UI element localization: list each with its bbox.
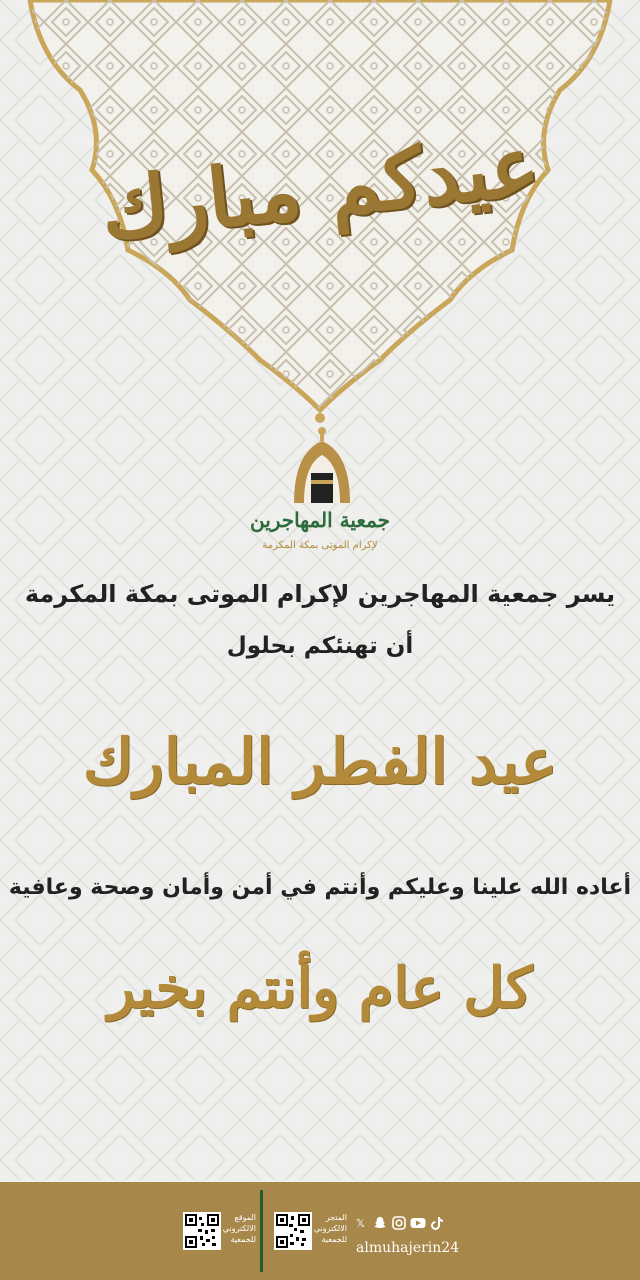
kaaba-dome-logo: [290, 425, 354, 507]
youtube-icon[interactable]: [410, 1216, 425, 1231]
social-handle[interactable]: almuhajerin24: [356, 1240, 460, 1256]
snapchat-icon[interactable]: [372, 1216, 387, 1231]
footer-divider: [260, 1190, 263, 1272]
x-icon[interactable]: 𝕏: [356, 1217, 365, 1230]
instagram-icon[interactable]: [391, 1216, 406, 1231]
greeting-line-3: أعاده الله علينا وعليكم وأنتم في أمن وأمان وصحة وعافية: [8, 875, 632, 900]
eid-calligraphy: عيد الفطر المبارك: [82, 725, 558, 798]
footer-bar: [0, 1182, 640, 1280]
greeting-line-2: أن تهنئكم بحلول: [226, 633, 414, 659]
tiktok-icon[interactable]: [429, 1216, 444, 1231]
logo-tagline: لإكرام الموتى بمكة المكرمة: [262, 540, 378, 551]
greeting-line-1: يسر جمعية المهاجرين لإكرام الموتى بمكة المكرمة: [24, 580, 616, 608]
website-label: الموقع الالكتروني للجمعية: [222, 1213, 256, 1244]
store-label: المتجر الالكتروني للجمعية: [313, 1213, 347, 1244]
logo-name: جمعية المهاجرين: [249, 508, 390, 532]
closing-calligraphy: كل عام وأنتم بخير: [107, 955, 533, 1021]
social-icons: [353, 1216, 444, 1231]
top-calligraphy: عيدكم مبارك: [96, 117, 544, 259]
